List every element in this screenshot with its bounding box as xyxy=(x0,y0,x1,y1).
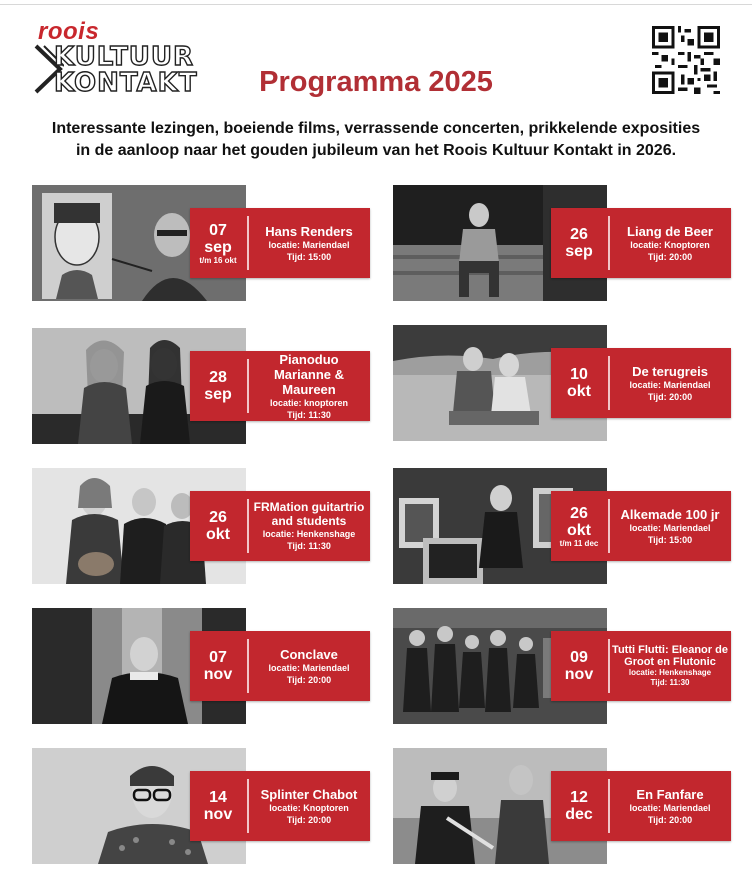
logo-line-kontakt: KONTAKT xyxy=(54,68,198,98)
banner-divider xyxy=(247,499,249,553)
page-title: Programma 2025 xyxy=(259,66,493,98)
event-time: Tijd: 20:00 xyxy=(647,251,693,262)
logo-line-kultuur: KULTUUR xyxy=(54,42,195,72)
event-name: De terugreis xyxy=(632,363,708,379)
event-location: locatie: Knoptoren xyxy=(269,802,349,813)
banner-divider xyxy=(247,216,249,270)
event-card-conclave[interactable] xyxy=(32,608,384,724)
event-location: locatie: knoptoren xyxy=(269,397,348,408)
banner-divider xyxy=(608,356,610,410)
logo-roois-text: roois xyxy=(38,18,100,45)
event-banner xyxy=(551,631,731,701)
event-location: locatie: Henkenshage xyxy=(262,529,356,539)
event-name: Tutti Flutti: Eleanor de Groot en Flutonic xyxy=(612,644,728,668)
event-date: 10 okt xyxy=(567,366,591,400)
event-card-de-terugreis[interactable] xyxy=(393,325,745,441)
event-location: locatie: Knoptoren xyxy=(630,239,710,250)
event-banner xyxy=(551,771,731,841)
event-info xyxy=(250,208,368,278)
event-banner xyxy=(551,348,731,418)
event-name: FRMation guitartrio and students xyxy=(253,500,365,528)
event-date: 07 nov xyxy=(203,649,233,683)
banner-divider xyxy=(247,639,249,693)
event-time: Tijd: 20:00 xyxy=(647,814,693,825)
banner-divider xyxy=(247,779,249,833)
event-info xyxy=(611,771,729,841)
event-card-hans-renders[interactable] xyxy=(32,185,384,301)
event-date: 26 okt t/m 11 dec xyxy=(559,504,599,548)
event-name: Splinter Chabot xyxy=(260,786,358,802)
event-time: Tijd: 15:00 xyxy=(647,534,693,545)
event-time: Tijd: 20:00 xyxy=(286,674,332,685)
event-location: locatie: Mariendael xyxy=(629,522,711,533)
banner-divider xyxy=(608,779,610,833)
event-location: locatie: Mariendael xyxy=(268,662,350,673)
event-date: 07 sep t/m 16 okt xyxy=(199,221,237,265)
event-date: 28 sep xyxy=(204,369,232,403)
event-date: 12 dec xyxy=(565,789,593,823)
event-banner xyxy=(190,491,370,561)
event-name: Liang de Beer xyxy=(627,223,713,239)
event-name: Alkemade 100 jr xyxy=(620,506,720,522)
event-until: t/m 16 okt xyxy=(199,255,237,265)
event-name: Pianoduo Marianne & Maureen xyxy=(273,351,345,397)
event-until: t/m 11 dec xyxy=(559,538,599,548)
intro-text xyxy=(0,118,752,162)
event-time: Tijd: 11:30 xyxy=(287,541,331,551)
banner-divider xyxy=(608,499,610,553)
event-card-pianoduo[interactable] xyxy=(32,328,384,444)
event-date: 26 okt xyxy=(206,509,230,543)
event-location: locatie: Henkenshage xyxy=(628,668,712,677)
event-location: locatie: Mariendael xyxy=(629,802,711,813)
event-info xyxy=(250,771,368,841)
event-info xyxy=(250,351,368,421)
event-banner xyxy=(190,351,370,421)
top-rule xyxy=(0,4,752,5)
event-date: 14 nov xyxy=(203,789,233,823)
event-info xyxy=(250,491,368,561)
banner-divider xyxy=(608,216,610,270)
event-card-frmation[interactable] xyxy=(32,468,384,584)
event-time: Tijd: 11:30 xyxy=(650,678,690,687)
event-banner xyxy=(190,771,370,841)
banner-divider xyxy=(608,639,610,693)
event-info xyxy=(611,491,729,561)
event-time: Tijd: 20:00 xyxy=(286,814,332,825)
event-info xyxy=(250,631,368,701)
event-location: locatie: Mariendael xyxy=(629,379,711,390)
banner-divider xyxy=(247,359,249,413)
event-date: 09 nov xyxy=(564,649,594,683)
event-banner xyxy=(551,208,731,278)
event-info xyxy=(611,631,729,701)
event-time: Tijd: 20:00 xyxy=(647,391,693,402)
event-card-splinter-chabot[interactable] xyxy=(32,748,384,864)
event-location: locatie: Mariendael xyxy=(268,239,350,250)
event-info xyxy=(611,348,729,418)
event-time: Tijd: 15:00 xyxy=(286,251,332,262)
event-name: En Fanfare xyxy=(636,786,704,802)
event-banner xyxy=(190,208,370,278)
event-info xyxy=(611,208,729,278)
qr-code-icon[interactable] xyxy=(652,26,720,94)
event-time: Tijd: 11:30 xyxy=(287,409,331,420)
event-name: Conclave xyxy=(280,646,338,662)
event-banner xyxy=(551,491,731,561)
intro-line-1: Interessante lezingen, boeiende films, verrassende concerten, prikkelende exposities xyxy=(51,120,701,137)
event-name: Hans Renders xyxy=(265,223,353,239)
event-card-en-fanfare[interactable] xyxy=(393,748,745,864)
event-card-alkemade[interactable] xyxy=(393,468,745,584)
event-date: 26 sep xyxy=(565,226,593,260)
event-banner xyxy=(190,631,370,701)
event-card-liang-de-beer[interactable] xyxy=(393,185,745,301)
intro-line-2: in de aanloop naar het gouden jubileum van het Roois Kultuur Kontakt in 2026. xyxy=(75,142,677,159)
event-card-tutti-flutti[interactable] xyxy=(393,608,745,724)
